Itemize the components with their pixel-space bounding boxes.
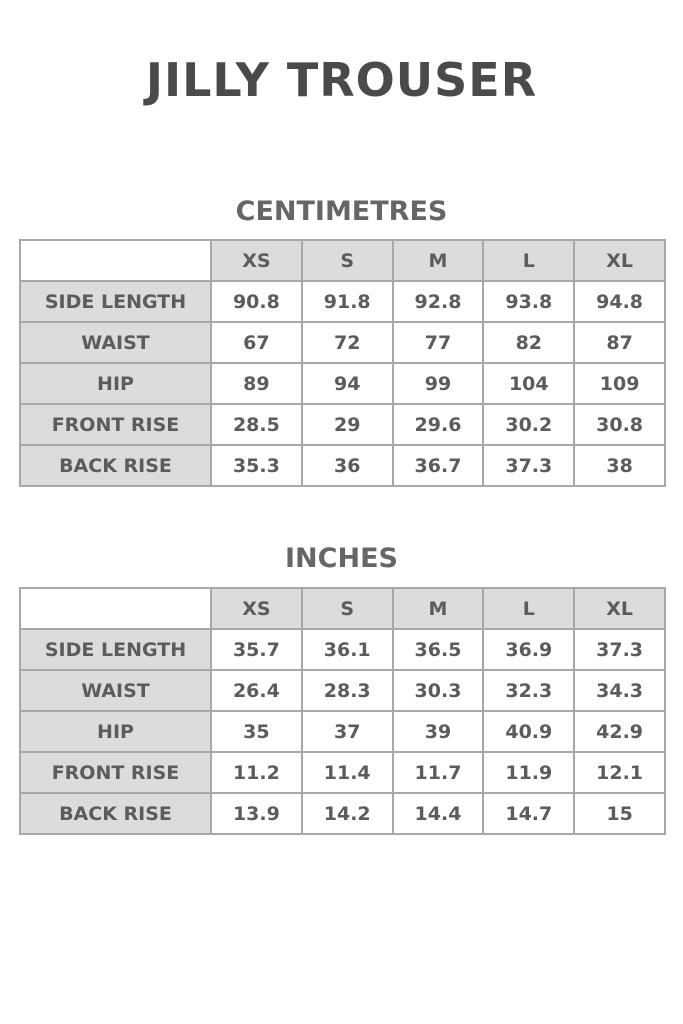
value-cell: 32.3 <box>483 670 574 711</box>
table-header-row <box>20 588 665 629</box>
table-row-back-rise <box>20 445 665 486</box>
table-row-side-length <box>20 281 665 322</box>
value-cell: 72 <box>302 322 393 363</box>
row-label: BACK RISE <box>20 445 211 486</box>
value-cell: 11.7 <box>393 752 484 793</box>
size-header-s: S <box>302 240 393 281</box>
value-cell: 67 <box>211 322 302 363</box>
value-cell: 39 <box>393 711 484 752</box>
value-cell: 12.1 <box>574 752 665 793</box>
value-cell: 89 <box>211 363 302 404</box>
row-label: SIDE LENGTH <box>20 629 211 670</box>
value-cell: 91.8 <box>302 281 393 322</box>
value-cell: 35 <box>211 711 302 752</box>
value-cell: 92.8 <box>393 281 484 322</box>
value-cell: 93.8 <box>483 281 574 322</box>
corner-cell <box>20 588 211 629</box>
value-cell: 30.3 <box>393 670 484 711</box>
value-cell: 109 <box>574 363 665 404</box>
size-header-xl: XL <box>574 240 665 281</box>
table-row-waist <box>20 670 665 711</box>
page-title: JILLY TROUSER <box>145 53 538 107</box>
table-row-front-rise <box>20 404 665 445</box>
value-cell: 99 <box>393 363 484 404</box>
value-cell: 35.7 <box>211 629 302 670</box>
value-cell: 104 <box>483 363 574 404</box>
value-cell: 28.3 <box>302 670 393 711</box>
value-cell: 36.7 <box>393 445 484 486</box>
table-row-hip <box>20 711 665 752</box>
value-cell: 15 <box>574 793 665 834</box>
value-cell: 82 <box>483 322 574 363</box>
size-header-s: S <box>302 588 393 629</box>
value-cell: 14.7 <box>483 793 574 834</box>
value-cell: 34.3 <box>574 670 665 711</box>
value-cell: 90.8 <box>211 281 302 322</box>
value-cell: 77 <box>393 322 484 363</box>
value-cell: 40.9 <box>483 711 574 752</box>
row-label: WAIST <box>20 322 211 363</box>
value-cell: 87 <box>574 322 665 363</box>
table-header-row <box>20 240 665 281</box>
value-cell: 11.4 <box>302 752 393 793</box>
value-cell: 28.5 <box>211 404 302 445</box>
value-cell: 13.9 <box>211 793 302 834</box>
value-cell: 35.3 <box>211 445 302 486</box>
size-header-xs: XS <box>211 588 302 629</box>
value-cell: 36 <box>302 445 393 486</box>
table-row-side-length <box>20 629 665 670</box>
inches-heading: INCHES <box>285 543 398 574</box>
value-cell: 26.4 <box>211 670 302 711</box>
value-cell: 37.3 <box>483 445 574 486</box>
value-cell: 30.8 <box>574 404 665 445</box>
value-cell: 11.9 <box>483 752 574 793</box>
row-label: FRONT RISE <box>20 404 211 445</box>
value-cell: 29 <box>302 404 393 445</box>
table-row-front-rise <box>20 752 665 793</box>
size-header-xl: XL <box>574 588 665 629</box>
centimetres-size-table <box>19 239 666 487</box>
corner-cell <box>20 240 211 281</box>
value-cell: 42.9 <box>574 711 665 752</box>
value-cell: 94.8 <box>574 281 665 322</box>
size-header-l: L <box>483 240 574 281</box>
size-header-m: M <box>393 588 484 629</box>
value-cell: 29.6 <box>393 404 484 445</box>
value-cell: 94 <box>302 363 393 404</box>
value-cell: 36.5 <box>393 629 484 670</box>
value-cell: 37 <box>302 711 393 752</box>
value-cell: 14.4 <box>393 793 484 834</box>
row-label: WAIST <box>20 670 211 711</box>
table-row-waist <box>20 322 665 363</box>
row-label: HIP <box>20 711 211 752</box>
size-header-xs: XS <box>211 240 302 281</box>
size-header-m: M <box>393 240 484 281</box>
size-header-l: L <box>483 588 574 629</box>
inches-size-table <box>19 587 666 835</box>
value-cell: 38 <box>574 445 665 486</box>
value-cell: 36.9 <box>483 629 574 670</box>
table-row-back-rise <box>20 793 665 834</box>
value-cell: 30.2 <box>483 404 574 445</box>
table-row-hip <box>20 363 665 404</box>
value-cell: 11.2 <box>211 752 302 793</box>
row-label: SIDE LENGTH <box>20 281 211 322</box>
value-cell: 14.2 <box>302 793 393 834</box>
row-label: BACK RISE <box>20 793 211 834</box>
row-label: HIP <box>20 363 211 404</box>
centimetres-heading: CENTIMETRES <box>235 196 448 227</box>
value-cell: 36.1 <box>302 629 393 670</box>
row-label: FRONT RISE <box>20 752 211 793</box>
value-cell: 37.3 <box>574 629 665 670</box>
